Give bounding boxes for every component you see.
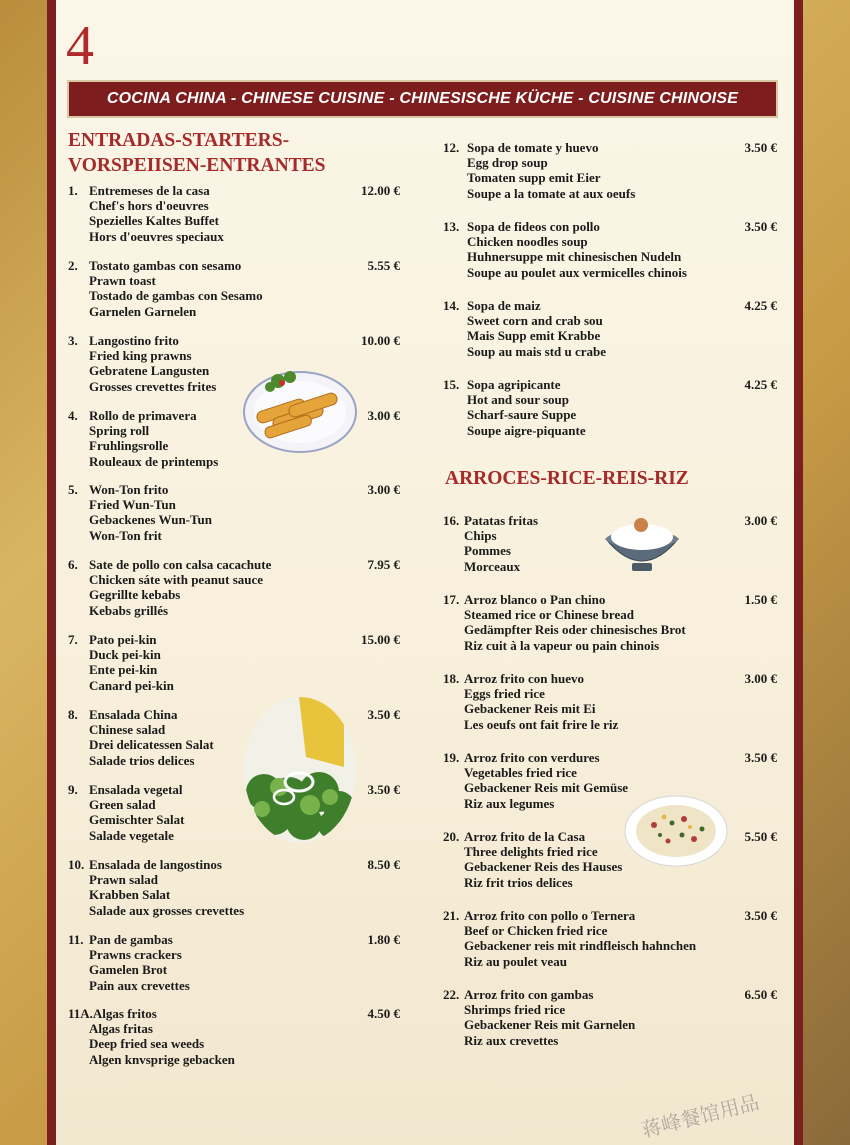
menu-item xyxy=(68,1006,235,1067)
item-number: 20. xyxy=(443,829,460,844)
item-price: 7.95 € xyxy=(367,557,400,572)
item-translation: Fried Wun-Tun xyxy=(89,497,176,513)
item-translation: Pain aux crevettes xyxy=(89,977,190,993)
item-name: Ensalada China xyxy=(89,707,178,722)
item-translation: Gegrillte kebabs xyxy=(89,587,181,603)
item-number: 18. xyxy=(443,671,460,686)
item-translation: Krabben Salat xyxy=(89,887,171,903)
item-translation: Gebratene Langusten xyxy=(89,363,210,379)
item-translation: Gemischter Salat xyxy=(89,812,185,828)
menu-item xyxy=(68,258,263,319)
item-number: 6. xyxy=(68,557,78,572)
item-price: 6.50 € xyxy=(744,987,777,1002)
item-name: Arroz frito de la Casa xyxy=(464,829,586,844)
menu-item xyxy=(68,857,244,918)
item-price: 5.50 € xyxy=(744,829,777,844)
starters-title xyxy=(68,128,326,178)
item-name: Pato pei-kin xyxy=(89,632,157,647)
item-name: Ensalada vegetal xyxy=(89,782,183,797)
item-price: 1.80 € xyxy=(367,932,400,947)
item-translation: Beef or Chicken fried rice xyxy=(464,923,608,939)
item-translation: Gebackener Reis mit Garnelen xyxy=(464,1017,636,1033)
item-number: 15. xyxy=(443,377,460,392)
item-translation: Salade trios delices xyxy=(89,752,195,768)
item-number: 11A. xyxy=(68,1006,93,1021)
item-price: 4.50 € xyxy=(367,1006,400,1021)
item-number: 10. xyxy=(68,857,85,872)
item-number: 1. xyxy=(68,183,78,198)
menu-item xyxy=(443,671,618,732)
item-translation: Kebabs grillés xyxy=(89,602,169,618)
item-translation: Eggs fried rice xyxy=(464,686,545,702)
item-translation: Chicken noodles soup xyxy=(467,234,588,250)
item-translation: Three delights fried rice xyxy=(464,844,598,860)
item-price: 4.25 € xyxy=(744,377,777,392)
page-number: 4 xyxy=(66,15,94,77)
item-translation: Sweet corn and crab sou xyxy=(467,313,603,329)
item-translation: Riz cuit à la vapeur ou pain chinois xyxy=(464,637,660,653)
item-name: Arroz blanco o Pan chino xyxy=(464,592,606,607)
item-price: 3.50 € xyxy=(744,140,777,155)
spring-roll-dish-image xyxy=(242,365,358,455)
item-name: Entremeses de la casa xyxy=(89,183,210,198)
menu-item xyxy=(443,219,687,280)
item-number: 11. xyxy=(68,932,84,947)
item-number: 21. xyxy=(443,908,460,923)
starters-title-line2: VORSPEIISEN-ENTRANTES xyxy=(68,155,326,176)
watermark: 蒋峰餐馆用品 xyxy=(639,1089,762,1143)
item-translation: Tomaten supp emit Eier xyxy=(467,170,601,186)
item-price: 3.50 € xyxy=(744,219,777,234)
item-name: Algas fritos xyxy=(92,1006,157,1021)
item-translation: Rouleaux de printemps xyxy=(89,453,219,469)
item-translation: Scharf-saure Suppe xyxy=(467,407,577,423)
menu-item xyxy=(443,513,538,574)
item-price: 1.50 € xyxy=(744,592,777,607)
item-number: 14. xyxy=(443,298,460,313)
item-translation: Morceaux xyxy=(464,558,521,574)
item-translation: Riz frit trios delices xyxy=(464,874,573,890)
item-number: 22. xyxy=(443,987,460,1002)
menu-item xyxy=(443,377,586,438)
item-translation: Gebackener Reis des Hauses xyxy=(464,859,623,875)
item-name: Sopa de tomate y huevo xyxy=(467,140,599,155)
item-price: 3.50 € xyxy=(744,908,777,923)
item-translation: Spring roll xyxy=(89,423,150,439)
item-translation: Soupe au poulet aux vermicelles chinois xyxy=(467,264,687,280)
menu-item xyxy=(443,987,635,1048)
item-translation: Soupe a la tomate at aux oeufs xyxy=(467,185,636,201)
cuisine-banner xyxy=(67,80,778,118)
item-name: Sopa de fideos con pollo xyxy=(467,219,600,234)
item-price: 3.00 € xyxy=(367,408,400,423)
menu-item xyxy=(443,298,606,359)
right-border xyxy=(794,0,803,1145)
item-translation: Grosses crevettes frites xyxy=(89,378,217,394)
item-number: 19. xyxy=(443,750,460,765)
item-translation: Prawn toast xyxy=(89,273,156,289)
item-name: Langostino frito xyxy=(89,333,179,348)
starters-title-line1: ENTRADAS-STARTERS- xyxy=(68,130,290,151)
item-price: 3.00 € xyxy=(744,513,777,528)
item-translation: Gedämpfter Reis oder chinesisches Brot xyxy=(464,622,686,638)
item-number: 7. xyxy=(68,632,78,647)
item-translation: Mais Supp emit Krabbe xyxy=(467,328,601,344)
item-translation: Deep fried sea weeds xyxy=(89,1036,205,1052)
item-number: 8. xyxy=(68,707,78,722)
item-translation: Pommes xyxy=(464,543,511,559)
item-name: Arroz frito con pollo o Ternera xyxy=(464,908,636,923)
item-name: Sopa de maiz xyxy=(467,298,541,313)
item-translation: Steamed rice or Chinese bread xyxy=(464,607,634,623)
menu-item xyxy=(443,750,628,811)
item-translation: Gebackener reis mit rindfleisch hahnchen xyxy=(464,938,697,954)
item-translation: Riz aux legumes xyxy=(464,795,555,811)
item-translation: Egg drop soup xyxy=(467,155,548,171)
item-name: Sate de pollo con calsa cacachute xyxy=(89,557,272,572)
item-number: 9. xyxy=(68,782,78,797)
menu-item xyxy=(443,908,696,969)
item-number: 2. xyxy=(68,258,78,273)
item-number: 16. xyxy=(443,513,460,528)
item-translation: Salade vegetale xyxy=(89,827,174,843)
item-translation: Drei delicatessen Salat xyxy=(89,737,214,753)
item-price: 5.55 € xyxy=(367,258,400,273)
menu-item xyxy=(68,557,271,618)
item-translation: Huhnersuppe mit chinesischen Nudeln xyxy=(467,249,682,265)
item-number: 13. xyxy=(443,219,460,234)
item-number: 5. xyxy=(68,482,78,497)
item-translation: Riz aux crevettes xyxy=(464,1032,559,1048)
left-border xyxy=(47,0,56,1145)
item-price: 10.00 € xyxy=(361,333,400,348)
item-name: Sopa agripicante xyxy=(467,377,561,392)
banner-text: COCINA CHINA - CHINESE CUISINE - CHINESISCHE KÜCHE - CUISINE CHINOISE xyxy=(106,90,739,107)
menu-item xyxy=(443,140,635,201)
item-number: 12. xyxy=(443,140,460,155)
item-translation: Gamelen Brot xyxy=(89,962,168,978)
item-price: 4.25 € xyxy=(744,298,777,313)
item-name: Pan de gambas xyxy=(89,932,173,947)
item-translation: Fruhlingsrolle xyxy=(89,438,169,454)
item-number: 17. xyxy=(443,592,460,607)
menu-item xyxy=(68,707,214,768)
item-translation: Riz au poulet veau xyxy=(464,953,567,969)
item-translation: Chef's hors d'oeuvres xyxy=(89,198,209,214)
salad-image xyxy=(244,697,356,843)
rice-bowl-image xyxy=(604,513,680,575)
item-translation: Ente pei-kin xyxy=(89,662,158,678)
rice-title: ARROCES-RICE-REIS-RIZ xyxy=(445,468,689,489)
item-price: 12.00 € xyxy=(361,183,400,198)
menu-item xyxy=(68,632,174,693)
item-price: 8.50 € xyxy=(367,857,400,872)
menu-item xyxy=(68,482,212,543)
item-name: Patatas fritas xyxy=(464,513,539,528)
item-translation: Garnelen Garnelen xyxy=(89,303,197,319)
item-translation: Soupe aigre-piquante xyxy=(467,422,586,438)
menu-item xyxy=(68,782,184,843)
item-translation: Won-Ton frit xyxy=(89,527,162,543)
menu-item xyxy=(68,932,190,993)
item-translation: Chips xyxy=(464,528,497,544)
item-translation: Chicken sáte with peanut sauce xyxy=(89,572,264,588)
item-name: Rollo de primavera xyxy=(89,408,197,423)
item-translation: Prawns crackers xyxy=(89,947,182,963)
item-translation: Les oeufs ont fait frire le riz xyxy=(464,716,619,732)
item-translation: Hors d'oeuvres speciaux xyxy=(89,228,224,244)
item-name: Arroz frito con huevo xyxy=(464,671,584,686)
menu-item xyxy=(443,592,686,653)
item-number: 3. xyxy=(68,333,78,348)
item-price: 3.50 € xyxy=(367,782,400,797)
item-translation: Canard pei-kin xyxy=(89,677,174,693)
item-name: Arroz frito con gambas xyxy=(464,987,594,1002)
item-name: Won-Ton frito xyxy=(89,482,169,497)
item-translation: Gebackenes Wun-Tun xyxy=(89,512,212,528)
item-translation: Shrimps fried rice xyxy=(464,1002,566,1018)
item-translation: Duck pei-kin xyxy=(89,647,161,663)
item-name: Ensalada de langostinos xyxy=(89,857,222,872)
item-translation: Hot and sour soup xyxy=(467,392,569,408)
item-name: Arroz frito con verdures xyxy=(464,750,600,765)
menu-item xyxy=(68,183,224,244)
item-translation: Salade aux grosses crevettes xyxy=(89,902,245,918)
fried-rice-image xyxy=(624,795,728,867)
item-price: 3.50 € xyxy=(367,707,400,722)
item-number: 4. xyxy=(68,408,78,423)
item-price: 3.50 € xyxy=(744,750,777,765)
menu-item xyxy=(68,408,218,469)
item-translation: Algen knvsprige gebacken xyxy=(89,1051,235,1067)
item-translation: Gebackener Reis mit Gemüse xyxy=(464,780,629,796)
item-translation: Fried king prawns xyxy=(89,348,192,364)
item-translation: Gebackener Reis mit Ei xyxy=(464,701,596,717)
item-translation: Prawn salad xyxy=(89,872,158,888)
item-name: Tostato gambas con sesamo xyxy=(89,258,242,273)
item-translation: Spezielles Kaltes Buffet xyxy=(89,213,219,229)
item-translation: Green salad xyxy=(89,797,156,813)
item-translation: Chinese salad xyxy=(89,722,166,738)
item-price: 3.00 € xyxy=(744,671,777,686)
menu-item xyxy=(443,829,622,890)
menu-item xyxy=(68,333,216,394)
item-translation: Soup au mais std u crabe xyxy=(467,343,607,359)
item-translation: Tostado de gambas con Sesamo xyxy=(89,288,263,304)
item-translation: Algas fritas xyxy=(89,1021,153,1037)
item-price: 3.00 € xyxy=(367,482,400,497)
item-translation: Vegetables fried rice xyxy=(464,765,577,781)
item-price: 15.00 € xyxy=(361,632,400,647)
